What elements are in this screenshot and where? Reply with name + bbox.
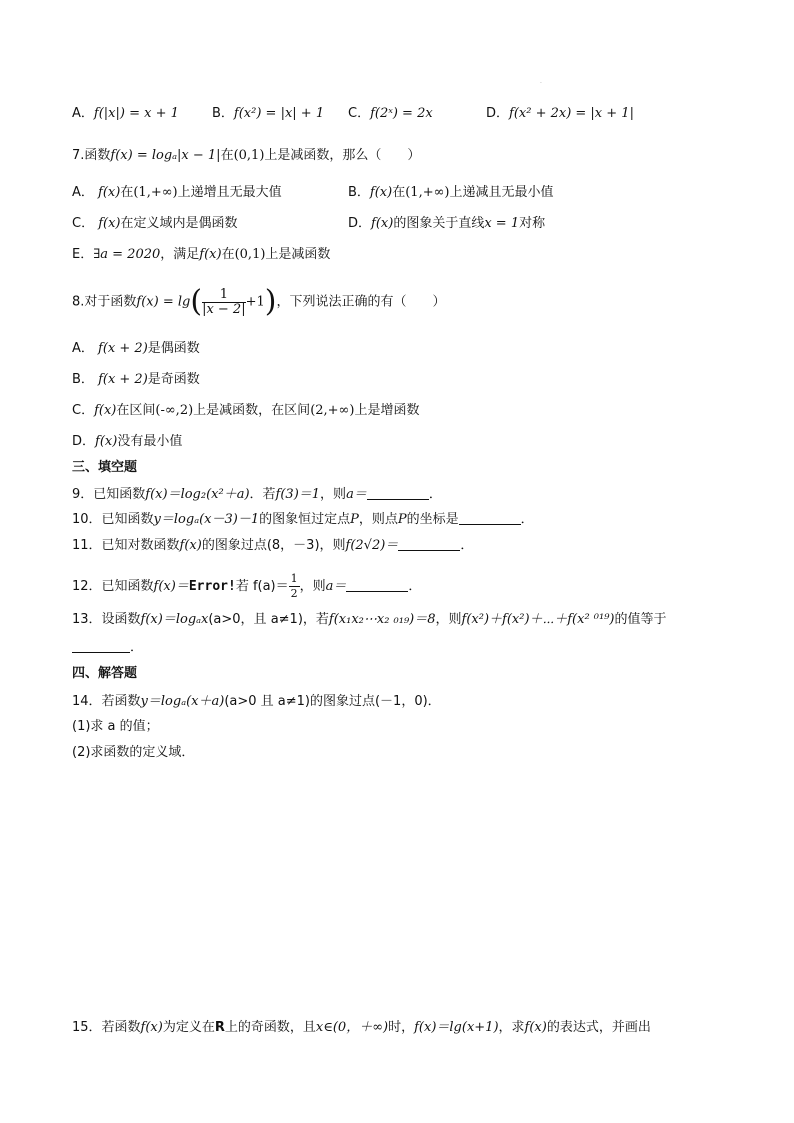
q9 bbox=[72, 485, 442, 505]
q14-condition: (a>0 且 a≠1)的图象过点(－1，0)． bbox=[224, 694, 441, 709]
q14-stem: 14．若函数 bbox=[72, 694, 141, 709]
q8-b-fx: f(x + 2) bbox=[98, 372, 148, 387]
q15-fx2: f(x) bbox=[524, 1020, 547, 1035]
q9-number: 9．已知函数 bbox=[72, 487, 146, 502]
q7-function: f(x) = logₐ|x − 1| bbox=[110, 148, 221, 163]
q8-a-label: A． bbox=[72, 341, 94, 356]
q12-answer-blank[interactable] bbox=[346, 578, 408, 592]
q7-a-fx: f(x) bbox=[98, 185, 121, 200]
q6-option-b-expr: f(x²) = |x| + 1 bbox=[233, 106, 325, 121]
q8-option-c bbox=[72, 401, 419, 421]
q11-end: ． bbox=[460, 538, 474, 553]
q11-answer-blank[interactable] bbox=[398, 537, 460, 551]
q7-e-label: E． bbox=[72, 247, 94, 262]
q8-d-fx: f(x) bbox=[95, 434, 118, 449]
q6-option-d-expr: f(x² + 2x) = |x + 1| bbox=[509, 106, 634, 121]
q12 bbox=[72, 572, 421, 601]
section-fill-blank-title: 三、填空题 bbox=[72, 460, 138, 475]
q13-end2: ． bbox=[130, 640, 144, 655]
q8-c-fx: f(x) bbox=[94, 403, 117, 418]
q15-real-set: R bbox=[214, 1020, 225, 1035]
q11-fx: f(x) bbox=[179, 538, 202, 553]
q14-expr: y＝logₐ(x＋a) bbox=[140, 694, 225, 709]
q8-a-fx: f(x + 2) bbox=[98, 341, 148, 356]
q7-d-label: D． bbox=[348, 216, 372, 231]
q15-text4: ，求 bbox=[498, 1020, 525, 1035]
q12-fraction bbox=[289, 572, 300, 601]
q13-condition: (a>0，且 a≠1)，若 bbox=[208, 612, 329, 627]
q11-ask: f(2√2)＝ bbox=[345, 538, 399, 553]
q8-option-b bbox=[72, 370, 200, 390]
q7-b-interval: (1,+∞) bbox=[405, 185, 450, 200]
q13-sum: f(x²)＋f(x²)＋⋯＋f(x² ⁰¹⁹) bbox=[461, 612, 615, 627]
q15-condition: x∈(0，＋∞) bbox=[315, 1020, 389, 1035]
q12-condition: 若 f(a)＝ bbox=[235, 579, 289, 594]
q10-end: ． bbox=[520, 512, 534, 527]
q7-a-interval: (1,+∞) bbox=[133, 185, 178, 200]
q6-option-a-label: A． bbox=[72, 106, 94, 121]
q6-option-a-expr: f(|x|) = x + 1 bbox=[93, 106, 179, 121]
q9-ask: a＝ bbox=[346, 487, 367, 502]
q11 bbox=[72, 536, 473, 556]
q12-end: ． bbox=[408, 579, 422, 594]
q8-c-label: C． bbox=[72, 403, 95, 418]
q6-options bbox=[72, 104, 179, 124]
q13-answer-blank[interactable] bbox=[72, 639, 130, 653]
q8-fraction-numerator: 1 bbox=[202, 288, 246, 303]
q8-number: 8.对于函数 bbox=[72, 294, 137, 310]
q10-mid: 的图象恒过定点 bbox=[259, 512, 351, 527]
q6-option-c bbox=[348, 104, 433, 124]
q15-text2: 上的奇函数，且 bbox=[224, 1020, 316, 1035]
q10-point2: P bbox=[397, 512, 407, 527]
q10-expr: y＝logₐ(x－3)－1 bbox=[153, 512, 260, 527]
q9-expr: f(x)＝log₂(x²＋a) bbox=[145, 487, 250, 502]
q9-mid: ．若 bbox=[249, 487, 276, 502]
q7-option-c bbox=[72, 214, 238, 234]
q7-d-tail: 对称 bbox=[519, 216, 546, 231]
q7-d-line: x = 1 bbox=[484, 216, 520, 231]
q12-fraction-den: 2 bbox=[290, 587, 298, 600]
q8-fraction-denominator: |x − 2| bbox=[202, 301, 246, 317]
q6-option-d bbox=[486, 104, 634, 124]
q15-text1: 为定义在 bbox=[162, 1020, 215, 1035]
q8-c-text1: 在区间 bbox=[116, 403, 156, 418]
q13-tail: ，则 bbox=[435, 612, 462, 627]
q8-fraction bbox=[202, 288, 246, 317]
q8-a-text: 是偶函数 bbox=[147, 341, 200, 356]
q9-end: ． bbox=[428, 487, 442, 502]
q8-right-paren: ) bbox=[264, 284, 277, 319]
q14 bbox=[72, 692, 441, 712]
q12-number: 12．已知函数 bbox=[72, 579, 154, 594]
q8-option-d bbox=[72, 432, 182, 452]
q7-c-label: C． bbox=[72, 216, 95, 231]
q9-tail: ，则 bbox=[320, 487, 347, 502]
q8-stem bbox=[72, 284, 446, 321]
q7-b-text: 上递减且无最小值 bbox=[449, 185, 554, 200]
q12-error-text: Error! bbox=[188, 579, 236, 594]
q7-number: 7.函数 bbox=[72, 148, 111, 163]
q8-left-paren: ( bbox=[190, 284, 203, 319]
q8-c-text3: 上是增函数 bbox=[354, 403, 420, 418]
q7-e-text: ，满足 bbox=[160, 247, 200, 262]
q7-b-in: 在 bbox=[392, 185, 406, 200]
q8-c-interval2: (2,+∞) bbox=[310, 403, 355, 418]
q6-option-b-label: B． bbox=[212, 106, 234, 121]
q7-option-d bbox=[348, 214, 545, 234]
q7-c-fx: f(x) bbox=[98, 216, 121, 231]
q8-d-label: D． bbox=[72, 434, 96, 449]
q12-fraction-num: 1 bbox=[290, 572, 298, 585]
q7-b-fx: f(x) bbox=[369, 185, 393, 200]
q7-c-text: 在定义域内是偶函数 bbox=[120, 216, 238, 231]
section-answer-title: 四、解答题 bbox=[72, 666, 138, 681]
q11-number: 11．已知对数函数 bbox=[72, 538, 180, 553]
q10-number: 10．已知函数 bbox=[72, 512, 154, 527]
q6-option-d-label: D． bbox=[486, 106, 510, 121]
q15-stem: 15．若函数 bbox=[72, 1020, 141, 1035]
q7-stem-mid: 在 bbox=[220, 148, 234, 163]
q15-text5: 的表达式，并画出 bbox=[546, 1020, 651, 1035]
q12-fx: f(x)＝ bbox=[153, 579, 189, 594]
q10 bbox=[72, 510, 534, 530]
q7-e-expr: ∃a = 2020 bbox=[93, 247, 161, 262]
q6-option-c-label: C． bbox=[348, 106, 371, 121]
q7-d-fx: f(x) bbox=[371, 216, 394, 231]
q7-option-b bbox=[348, 183, 554, 203]
q8-option-a bbox=[72, 339, 200, 359]
q6-option-c-expr: f(2ˣ) = 2x bbox=[370, 106, 433, 121]
q8-lhs: f(x) = lg bbox=[136, 294, 191, 310]
q13-expr: f(x)＝logₐx bbox=[140, 612, 209, 627]
q7-option-e bbox=[72, 245, 330, 265]
q8-plus-one: +1 bbox=[245, 294, 265, 310]
q10-mid2: ，则点 bbox=[358, 512, 398, 527]
q13-end: 的值等于 bbox=[614, 612, 667, 627]
q13 bbox=[72, 610, 667, 630]
q13-number: 13．设函数 bbox=[72, 612, 141, 627]
q15-text3: 时， bbox=[388, 1020, 415, 1035]
q7-interval: (0,1) bbox=[233, 148, 265, 163]
q13-product: f(x₁x₂⋯x₂ ₀₁₉)＝8 bbox=[328, 612, 436, 627]
q10-point: P bbox=[350, 512, 359, 527]
q7-e-tail: 上是减函数 bbox=[265, 247, 331, 262]
q7-e-fx: f(x) bbox=[199, 247, 222, 262]
decorative-dot: · bbox=[540, 80, 542, 87]
q8-b-text: 是奇函数 bbox=[147, 372, 200, 387]
q7-a-in: 在 bbox=[120, 185, 134, 200]
q12-tail: ，则 bbox=[299, 579, 326, 594]
q7-e-interval: (0,1) bbox=[234, 247, 266, 262]
q15-expr: f(x)＝lg(x+1) bbox=[414, 1020, 499, 1035]
q8-b-label: B． bbox=[72, 372, 94, 387]
q7-stem-tail: 上是减函数，那么（ ） bbox=[264, 148, 421, 163]
q7-stem bbox=[72, 146, 420, 166]
q7-e-in: 在 bbox=[221, 247, 235, 262]
q7-b-label: B． bbox=[348, 185, 370, 200]
q10-tail: 的坐标是 bbox=[406, 512, 459, 527]
q9-condition: f(3)＝1 bbox=[275, 487, 321, 502]
q15 bbox=[72, 1018, 651, 1038]
q7-a-text: 上递增且无最大值 bbox=[177, 185, 282, 200]
q15-fx: f(x) bbox=[140, 1020, 163, 1035]
q11-mid: 的图象过点(8，－3)，则 bbox=[201, 538, 346, 553]
q8-d-text: 没有最小值 bbox=[117, 434, 183, 449]
q7-option-a bbox=[72, 183, 282, 203]
q14-part2: (2)求函数的定义域． bbox=[72, 745, 195, 760]
q6-option-b bbox=[212, 104, 324, 124]
q8-c-interval1: (-∞,2) bbox=[155, 403, 194, 418]
q9-answer-blank[interactable] bbox=[367, 486, 429, 500]
q12-ask: a＝ bbox=[325, 579, 347, 594]
q10-answer-blank[interactable] bbox=[459, 511, 521, 525]
q7-a-label: A． bbox=[72, 185, 94, 200]
q13-blank-line bbox=[72, 638, 143, 658]
q8-c-text2: 上是减函数，在区间 bbox=[193, 403, 311, 418]
q7-d-text: 的图象关于直线 bbox=[393, 216, 485, 231]
q14-part1: (1)求 a 的值； bbox=[72, 719, 159, 734]
q8-stem-tail: ，下列说法正确的有（ ） bbox=[276, 294, 446, 310]
